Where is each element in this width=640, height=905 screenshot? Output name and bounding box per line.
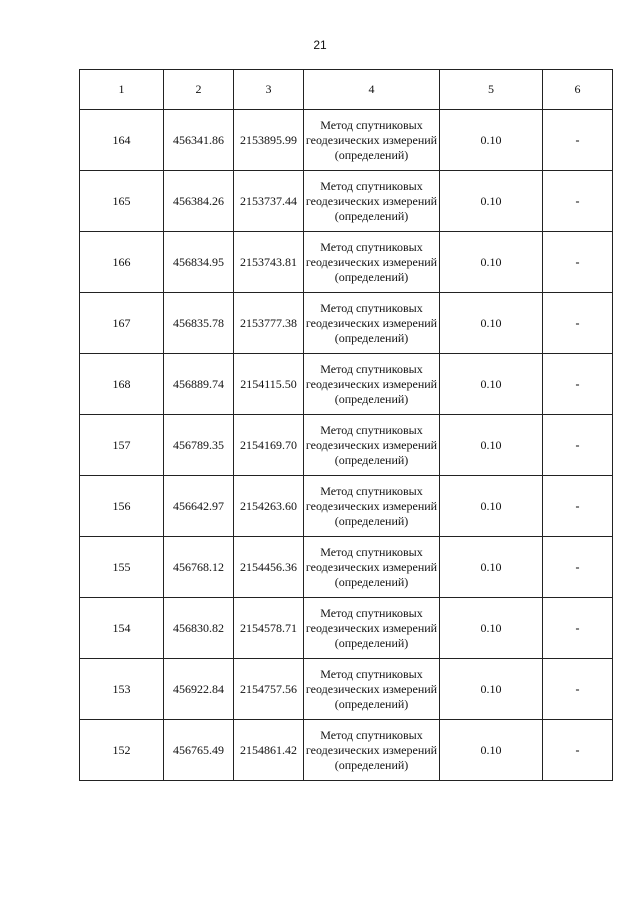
table-row [80,537,613,598]
note-cell: - [543,720,613,781]
coordinate-x-cell: 456384.26 [164,171,234,232]
header-cell-4: 4 [304,70,440,110]
note-cell: - [543,110,613,171]
accuracy-cell: 0.10 [440,110,543,171]
header-cell-6: 6 [543,70,613,110]
accuracy-cell: 0.10 [440,293,543,354]
point-number-cell: 152 [80,720,164,781]
coordinate-y-cell: 2154263.60 [234,476,304,537]
table-row [80,415,613,476]
table-header-row [80,70,613,110]
coordinate-y-cell: 2154861.42 [234,720,304,781]
note-cell: - [543,171,613,232]
accuracy-cell: 0.10 [440,476,543,537]
method-cell: Метод спутниковых геодезических измерений (определений) [304,659,440,720]
accuracy-cell: 0.10 [440,598,543,659]
coordinate-x-cell: 456789.35 [164,415,234,476]
note-cell: - [543,537,613,598]
method-cell: Метод спутниковых геодезических измерений (определений) [304,354,440,415]
accuracy-cell: 0.10 [440,659,543,720]
method-cell: Метод спутниковых геодезических измерений (определений) [304,537,440,598]
point-number-cell: 157 [80,415,164,476]
coordinate-x-cell: 456834.95 [164,232,234,293]
coordinate-x-cell: 456341.86 [164,110,234,171]
method-cell: Метод спутниковых геодезических измерений (определений) [304,293,440,354]
table-row [80,110,613,171]
header-cell-1: 1 [80,70,164,110]
method-cell: Метод спутниковых геодезических измерений (определений) [304,171,440,232]
point-number-cell: 153 [80,659,164,720]
note-cell: - [543,476,613,537]
coordinate-x-cell: 456765.49 [164,720,234,781]
coordinate-x-cell: 456889.74 [164,354,234,415]
coordinate-y-cell: 2154115.50 [234,354,304,415]
coordinates-table [79,69,613,781]
table-row [80,354,613,415]
point-number-cell: 168 [80,354,164,415]
coordinate-y-cell: 2154456.36 [234,537,304,598]
note-cell: - [543,354,613,415]
coordinate-y-cell: 2153737.44 [234,171,304,232]
table-row [80,598,613,659]
method-cell: Метод спутниковых геодезических измерений (определений) [304,720,440,781]
accuracy-cell: 0.10 [440,415,543,476]
table-row [80,293,613,354]
method-cell: Метод спутниковых геодезических измерений (определений) [304,476,440,537]
coordinate-x-cell: 456922.84 [164,659,234,720]
point-number-cell: 164 [80,110,164,171]
page-number: 21 [313,38,327,52]
note-cell: - [543,598,613,659]
method-cell: Метод спутниковых геодезических измерений (определений) [304,110,440,171]
table-row [80,171,613,232]
note-cell: - [543,415,613,476]
point-number-cell: 165 [80,171,164,232]
coordinate-x-cell: 456830.82 [164,598,234,659]
coordinate-y-cell: 2154578.71 [234,598,304,659]
table-row [80,720,613,781]
method-cell: Метод спутниковых геодезических измерений (определений) [304,598,440,659]
table-row [80,232,613,293]
note-cell: - [543,232,613,293]
accuracy-cell: 0.10 [440,232,543,293]
header-cell-5: 5 [440,70,543,110]
header-cell-3: 3 [234,70,304,110]
coordinate-x-cell: 456768.12 [164,537,234,598]
coordinate-y-cell: 2153777.38 [234,293,304,354]
point-number-cell: 166 [80,232,164,293]
table-row [80,476,613,537]
header-cell-2: 2 [164,70,234,110]
note-cell: - [543,659,613,720]
point-number-cell: 154 [80,598,164,659]
coordinate-x-cell: 456642.97 [164,476,234,537]
note-cell: - [543,293,613,354]
coordinate-y-cell: 2153895.99 [234,110,304,171]
method-cell: Метод спутниковых геодезических измерений (определений) [304,232,440,293]
coordinate-y-cell: 2153743.81 [234,232,304,293]
point-number-cell: 167 [80,293,164,354]
point-number-cell: 155 [80,537,164,598]
coordinate-y-cell: 2154169.70 [234,415,304,476]
coordinate-x-cell: 456835.78 [164,293,234,354]
accuracy-cell: 0.10 [440,171,543,232]
table-row [80,659,613,720]
accuracy-cell: 0.10 [440,537,543,598]
method-cell: Метод спутниковых геодезических измерений (определений) [304,415,440,476]
accuracy-cell: 0.10 [440,720,543,781]
coordinate-y-cell: 2154757.56 [234,659,304,720]
point-number-cell: 156 [80,476,164,537]
accuracy-cell: 0.10 [440,354,543,415]
